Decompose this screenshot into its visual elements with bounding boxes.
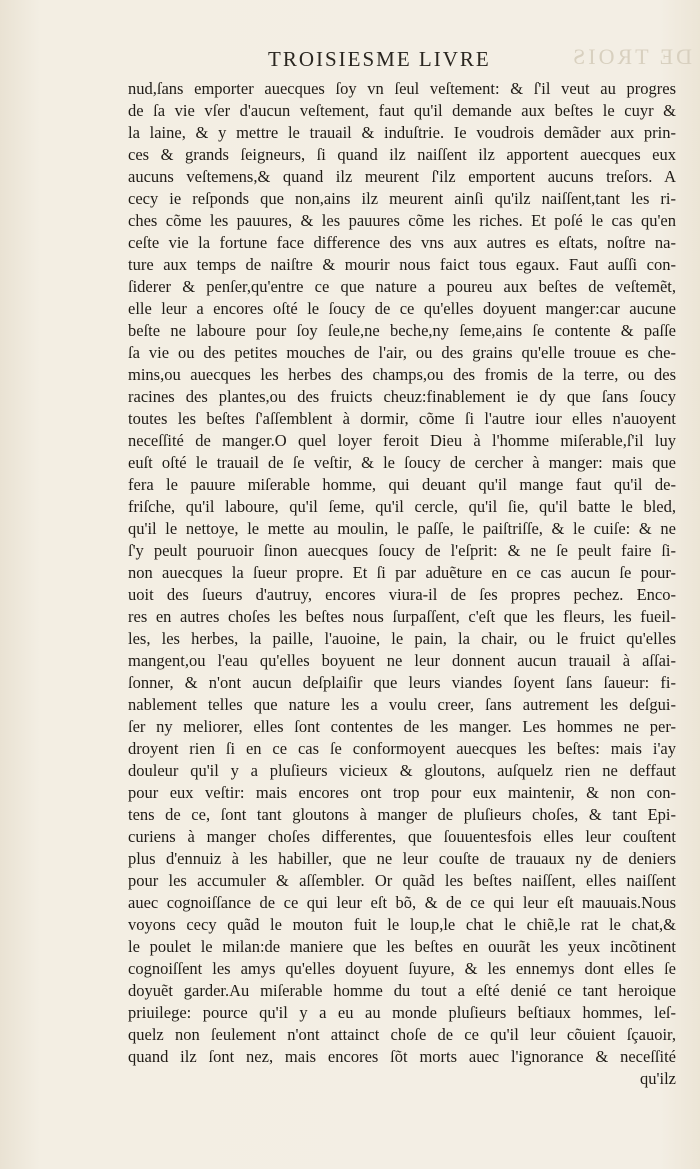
text-line: ces & grands ſeigneurs, ſi quand ilz naiſſent ilz apportent auecques eux	[128, 145, 676, 164]
running-head: TROISIESME LIVRE	[268, 47, 491, 71]
text-line: voyons cecy quãd le mouton fuit le loup,le chat le chiẽ,le rat le chat,&	[128, 915, 676, 934]
text-line: doyuẽt garder.Au miſerable homme du tout a eſté denié ce tant heroique	[128, 981, 676, 1000]
text-line: auec cognoiſſance de ce qui leur eſt bõ, & de ce qui leur eſt mauuais.Nous	[128, 893, 676, 912]
text-line: beſte ne laboure pour ſoy ſeule,ne beche,ny ſeme,ains ſe contente & paſſe	[128, 321, 676, 340]
text-line: droyent rien ſi en ce cas ſe conformoyent auecques les beſtes: mais i'ay	[128, 739, 676, 758]
text-line: ſa vie ou des petites mouches de l'air, ou des grains qu'elle trouue es che-	[128, 343, 676, 362]
text-line: curiens à manger choſes differentes, que ſouuentesfois elles leur couſtent	[128, 827, 676, 846]
text-line: friſche, qu'il laboure, qu'il ſeme, qu'il cercle, qu'il ſie, qu'il batte le bled,	[128, 497, 676, 516]
text-line: la laine, & y mettre le trauail & induſtrie. Ie voudrois demãder aux prin-	[128, 123, 676, 142]
text-line: qu'ilz	[640, 1069, 676, 1088]
text-line: qu'il le nettoye, le mette au moulin, le paſſe, le paiſtriſſe, & le cuiſe: & ne	[128, 519, 676, 538]
text-line: racines des plantes,ou des fruicts cheuz:finablement ie dy que ſans ſoucy	[128, 387, 676, 406]
text-line: ches cõme les pauures, & les pauures cõme les riches. Et poſé le cas qu'en	[128, 211, 676, 230]
text-line: tens de ce, ſont tant gloutons à manger de pluſieurs choſes, & tant Epi-	[128, 805, 676, 824]
text-line: ture aux temps de naiſtre & mourir nous faict tous egaux. Faut auſſi con-	[128, 255, 676, 274]
text-line: ſiderer & penſer,qu'entre ce que nature a poureu aux beſtes de veſtemẽt,	[128, 277, 676, 296]
text-line: les, les herbes, la paille, l'auoine, le pain, la chair, ou le fruict qu'elles	[128, 629, 676, 648]
text-line: pour les accumuler & aſſembler. Or quãd les beſtes naiſſent, elles naiſſent	[128, 871, 676, 890]
text-line: quelz non ſeulement n'ont attainct choſe de ce qu'il leur cõuient ſçauoir,	[128, 1025, 676, 1044]
text-line: cognoiſſent les amys qu'elles doyuent ſuyure, & les ennemys dont elles ſe	[128, 959, 676, 978]
text-line: le poulet le milan:de maniere que les beſtes en ouurãt les yeux incõtinent	[128, 937, 676, 956]
text-line: nud,ſans emporter auecques ſoy vn ſeul veſtement: & ſ'il veut au progres	[128, 79, 676, 98]
text-line: ceſte vie la fortune face difference des vns aux autres es eſtats, noſtre na-	[128, 233, 676, 252]
bleed-through-text: DE TROIS	[570, 44, 692, 69]
text-line: priuilege: pource qu'il y a eu au monde pluſieurs beſtiaux hommes, leſ-	[128, 1003, 676, 1022]
text-line: de ſa vie vſer d'aucun veſtement, faut qu'il demande aux beſtes le cuyr &	[128, 101, 676, 120]
text-line: plus d'ennuiz à les habiller, que ne leur couſte de trauaux ny de deniers	[128, 849, 676, 868]
body-text	[128, 78, 676, 1090]
text-line: mins,ou auecques les herbes des champs,ou des fromis de la terre, ou des	[128, 365, 676, 384]
text-line: ſ'y peult pouruoir ſinon auecques ſoucy de l'eſprit: & ne ſe peult faire ſi-	[128, 541, 676, 560]
text-line: uoit des ſueurs d'autruy, encores viura-il de ſes propres pechez. Enco-	[128, 585, 676, 604]
text-line: nablement telles que nature les a voulu creer, ſans autrement les deſgui-	[128, 695, 676, 714]
text-line: res en autres choſes les beſtes nous ſurpaſſent, c'eſt que les fleurs, les fueil-	[128, 607, 676, 626]
text-line: pour eux veſtir: mais encores ont trop pour eux maintenir, & non con-	[128, 783, 676, 802]
text-line: quand ilz ſont nez, mais encores ſõt morts auec l'ignorance & neceſſité	[128, 1047, 676, 1066]
text-line: non auecques la ſueur propre. Et ſi par aduẽture en ce cas aucun ſe pour-	[128, 563, 676, 582]
text-line: toutes les beſtes ſ'aſſemblent à dormir, cõme ſi l'autre iour elles n'auoyent	[128, 409, 676, 428]
text-line: cecy ie reſponds que non,ains ilz meurent ainſi qu'ilz naiſſent,tant les ri-	[128, 189, 676, 208]
text-line: ſonner, & n'ont aucun deſplaiſir que leurs viandes ſoyent ſans ſaueur: fi-	[128, 673, 676, 692]
text-line: aucuns veſtemens,& quand ilz meurent ſ'ilz emportent aucuns treſors. A	[128, 167, 676, 186]
text-line: douleur qu'il y a pluſieurs vicieux & gloutons, auſquelz rien ne deffaut	[128, 761, 676, 780]
text-line: ſer ny meliorer, elles ſont contentes de les manger. Les hommes ne per-	[128, 717, 676, 736]
text-line: euſt oſté le trauail de ſe veſtir, & le ſoucy de cercher à manger: mais que	[128, 453, 676, 472]
text-line: elle leur a encores oſté le ſoucy de ce qu'elles doyuent manger:car aucune	[128, 299, 676, 318]
text-line: mangent,ou l'eau qu'elles boyuent ne leur donnent aucun trauail à aſſai-	[128, 651, 676, 670]
text-line: fera le pauure miſerable homme, qui deuant qu'il mange faut qu'il de-	[128, 475, 676, 494]
text-line: neceſſité de manger.O quel loyer feroit Dieu à l'homme miſerable,ſ'il luy	[128, 431, 676, 450]
